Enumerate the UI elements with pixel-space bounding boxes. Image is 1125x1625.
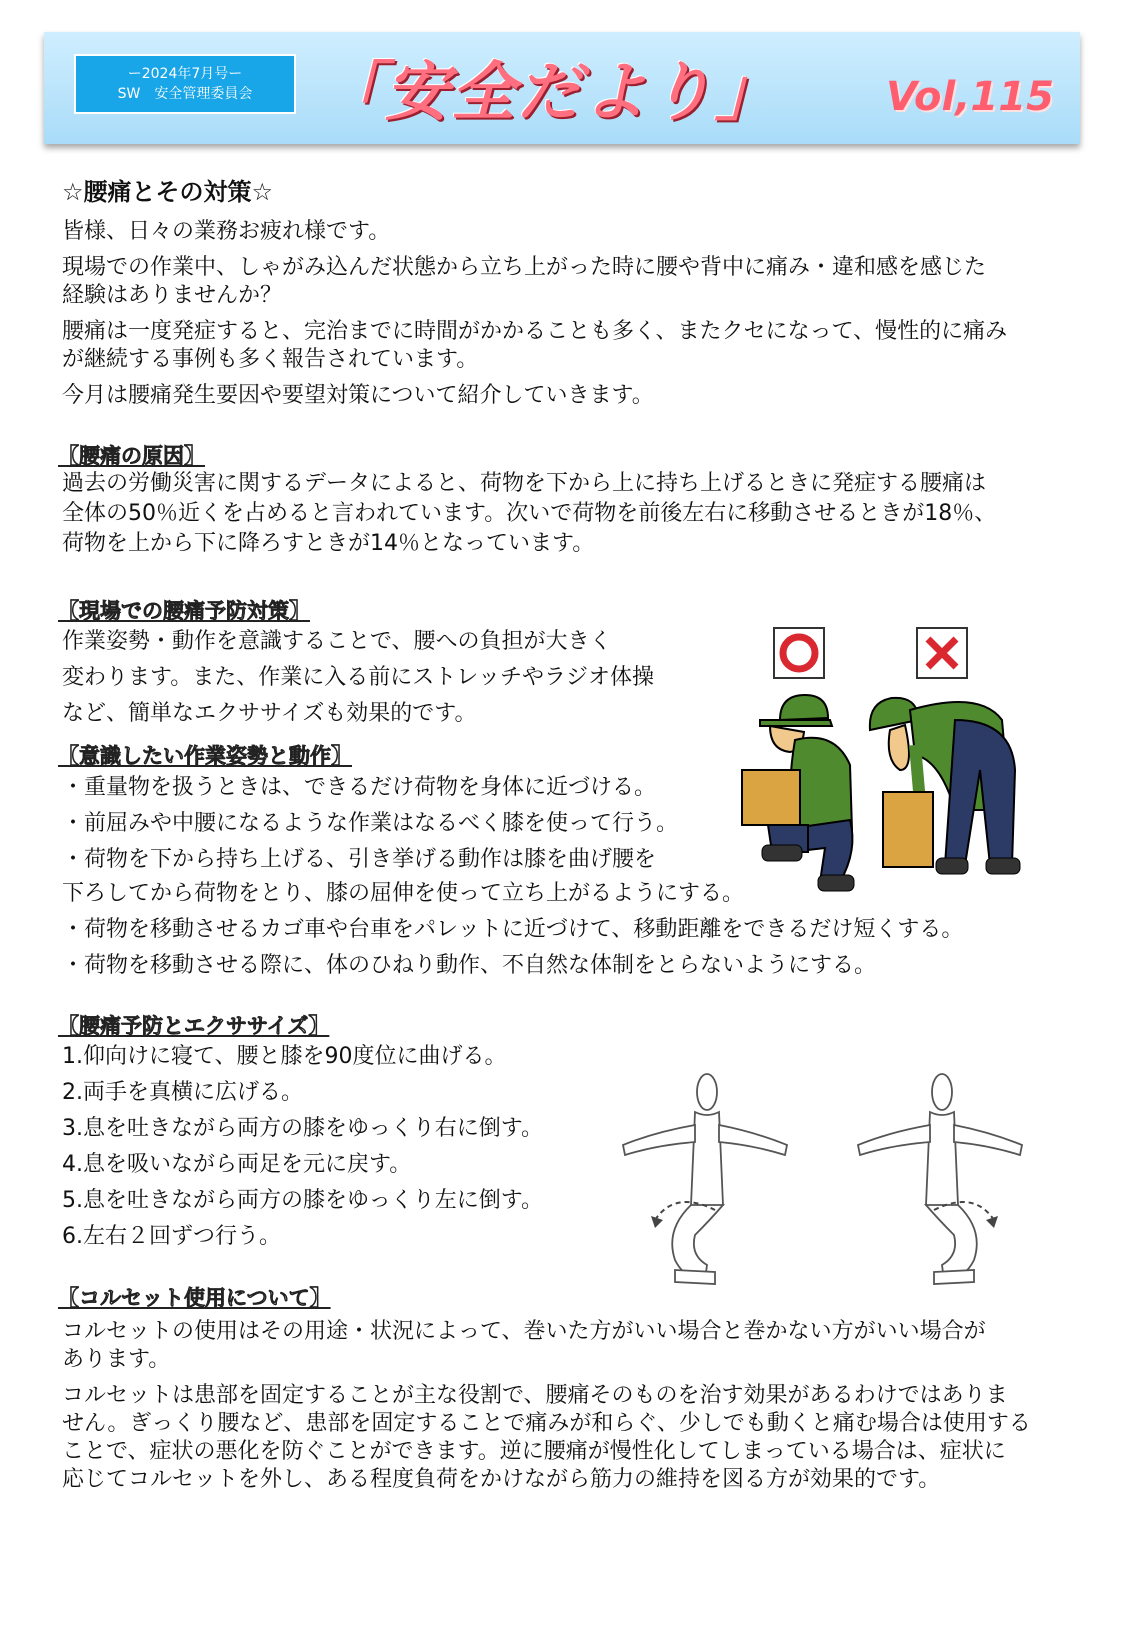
exercise-step: 1.仰向けに寝て、腰と膝を90度位に曲げる。 — [62, 1044, 507, 1069]
prevention-line: 変わります。また、作業に入る前にストレッチやラジオ体操 — [62, 665, 655, 690]
exercise-step: 3.息を吐きながら両方の膝をゆっくり右に倒す。 — [62, 1116, 544, 1141]
corset-line: 応じてコルセットを外し、ある程度負荷をかけながら筋力の維持を図る方が効果的です。 — [62, 1467, 941, 1492]
issue-box — [74, 54, 296, 114]
posture-heading: 【意識したい作業姿勢と動作】 — [58, 744, 352, 768]
posture-line: 下ろしてから荷物をとり、膝の屈伸を使って立ち上がるようにする。 — [62, 881, 745, 906]
cause-line: 全体の50％近くを占めると言われています。次いで荷物を前後左右に移動させるときが18％、 — [62, 501, 997, 526]
exercise-heading: 【腰痛予防とエクササイズ】 — [58, 1014, 330, 1038]
bad-mark-icon — [917, 628, 967, 678]
volume-number: Vol,115 — [886, 74, 1054, 120]
newsletter-title: 「安全だより」 — [319, 56, 781, 130]
cause-line: 過去の労働災害に関するデータによると、荷物を下から上に持ち上げるときに発症する腰痛は — [62, 471, 987, 496]
intro-line: 現場での作業中、しゃがみ込んだ状態から立ち上がった時に腰や背中に痛み・違和感を感じた — [62, 255, 987, 280]
cause-line: 荷物を上から下に降ろすときが14％となっています。 — [62, 531, 595, 556]
prevention-heading: 【現場での腰痛予防対策】 — [58, 599, 310, 623]
corset-line: ことで、症状の悪化を防ぐことができます。逆に腰痛が慢性化してしまっている場合は、症状に — [62, 1439, 1006, 1464]
posture-line: ・荷物を下から持ち上げる、引き挙げる動作は膝を曲げ腰を — [62, 847, 657, 872]
corset-line: せん。ぎっくり腰など、患部を固定することで痛みが和らぐ、少しでも動くと痛む場合は使用する — [62, 1411, 1031, 1436]
posture-line: ・前屈みや中腰になるような作業はなるべく膝を使って行う。 — [62, 811, 679, 836]
posture-line: ・重量物を扱うときは、できるだけ荷物を身体に近づける。 — [62, 775, 657, 800]
exercise-step: 4.息を吸いながら両足を元に戻す。 — [62, 1152, 412, 1177]
exercise-step: 5.息を吐きながら両方の膝をゆっくり左に倒す。 — [62, 1188, 544, 1213]
prevention-line: 作業姿勢・動作を意識することで、腰への負担が大きく — [62, 629, 612, 654]
corset-line: コルセットの使用はその用途・状況によって、巻いた方がいい場合と巻かない方がいい場合が — [62, 1319, 986, 1344]
bending-worker-icon — [870, 698, 1020, 874]
posture-line: ・荷物を移動させる際に、体のひねり動作、不自然な体制をとらないようにする。 — [62, 953, 877, 978]
squatting-worker-icon — [742, 695, 854, 891]
posture-line: ・荷物を移動させるカゴ車や台車をパレットに近づけて、移動距離をできるだけ短くする。 — [62, 917, 964, 942]
header-banner — [44, 32, 1080, 144]
intro-line: 皆様、日々の業務お疲れ様です。 — [62, 219, 391, 244]
corset-heading: 【コルセット使用について】 — [58, 1286, 331, 1310]
knee-drop-right-illustration — [615, 1070, 805, 1300]
corset-line: コルセットは患部を固定することが主な役割で、腰痛そのものを治す効果があるわけではありま — [62, 1383, 1008, 1408]
knee-drop-left-illustration — [850, 1070, 1040, 1300]
issue-date: ー2024年7月号ー — [127, 66, 243, 82]
prevention-line: など、簡単なエクササイズも効果的です。 — [62, 701, 477, 726]
intro-line: が継続する事例も多く報告されています。 — [62, 347, 479, 372]
intro-line: 経験はありませんか？ — [62, 283, 283, 308]
corset-line: あります。 — [62, 1347, 171, 1372]
intro-line: 腰痛は一度発症すると、完治までに時間がかかることも多く、またクセになって、慢性的に痛み — [62, 319, 1008, 344]
cause-heading: 【腰痛の原因】 — [58, 444, 205, 468]
main-heading: ☆腰痛とその対策☆ — [62, 178, 274, 206]
exercise-step: 6.左右２回ずつ行う。 — [62, 1224, 281, 1249]
lifting-posture-illustration — [740, 620, 1080, 910]
intro-line: 今月は腰痛発生要因や要望対策について紹介していきます。 — [62, 383, 654, 408]
committee-name: SW 安全管理委員会 — [117, 86, 253, 102]
exercise-step: 2.両手を真横に広げる。 — [62, 1080, 303, 1105]
good-mark-icon — [774, 628, 824, 678]
